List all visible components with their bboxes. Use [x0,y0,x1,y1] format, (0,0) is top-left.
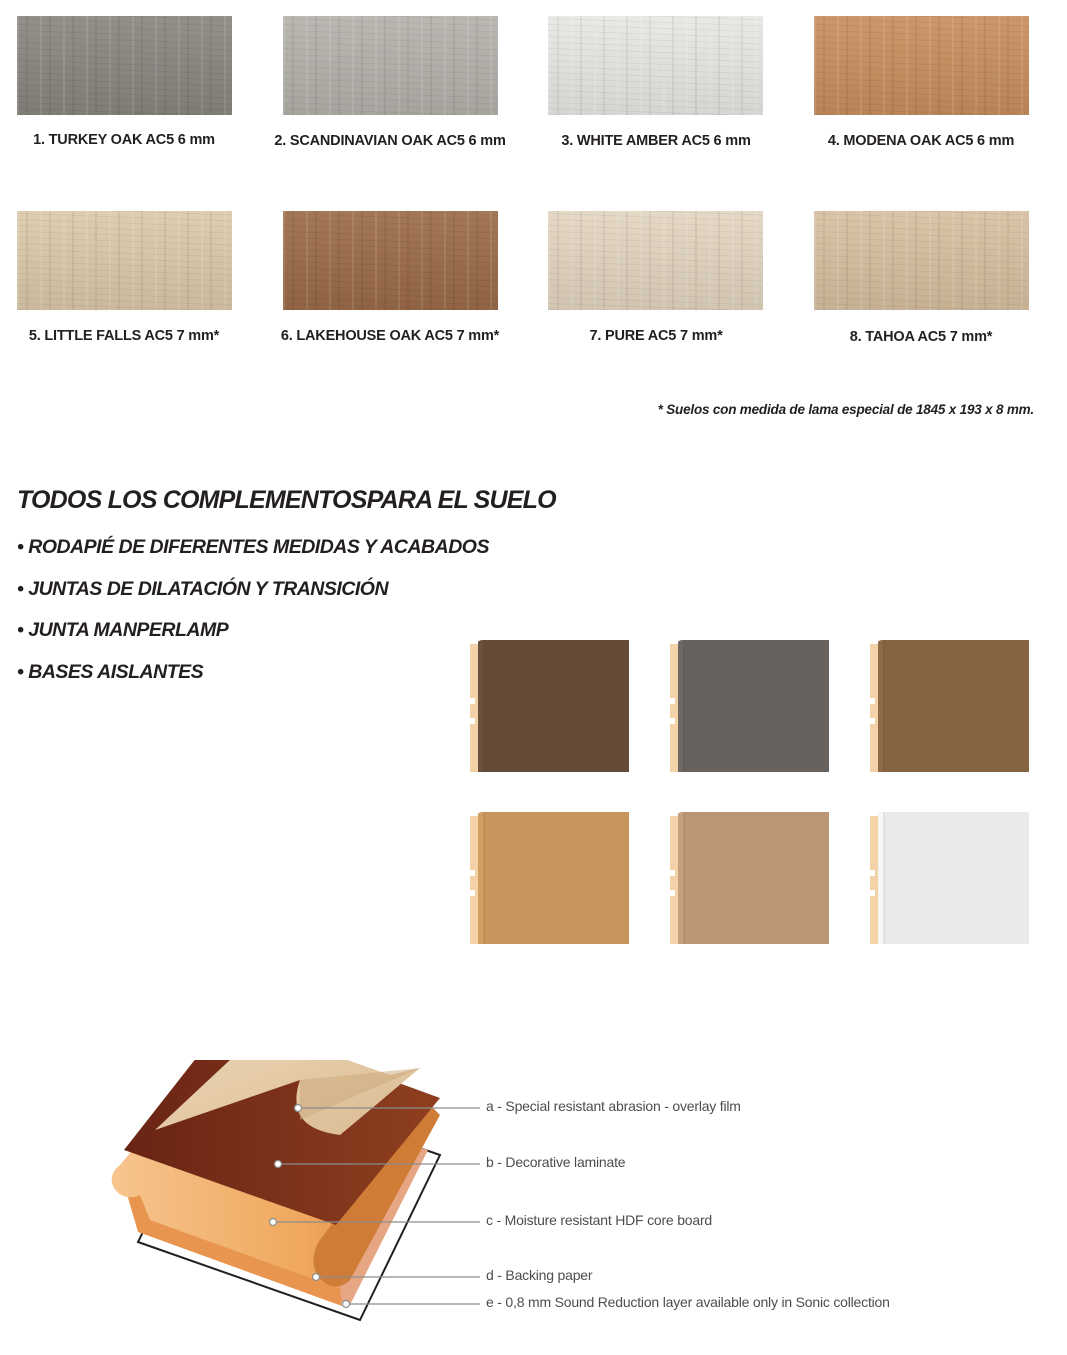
floor-label-little-falls: 5. LITTLE FALLS AC5 7 mm* [28,328,220,344]
laminate-layers-diagram [0,1060,500,1330]
floor-swatch-white-amber [548,16,763,115]
skirting-board [670,640,829,772]
layer-label-e: e - 0,8 mm Sound Reduction layer available only in Sonic collection [486,1294,890,1310]
accessories-item: • RODAPIÉ DE DIFERENTES MEDIDAS Y ACABADOS [17,536,489,558]
accessories-list [17,533,489,700]
floor-swatch-pure [548,211,763,310]
floor-swatch-tahoa [814,211,1029,310]
floor-swatch-scandinavian-oak [283,16,498,115]
accessories-item: • JUNTAS DE DILATACIÓN Y TRANSICIÓN [17,577,389,600]
floor-swatch-little-falls [17,211,232,310]
special-size-note: * Suelos con medida de lama especial de 1845 x 193 x 8 mm. [657,402,1034,417]
floor-swatch-modena-oak [814,16,1029,115]
layer-label-b: b - Decorative laminate [486,1154,626,1170]
skirting-board [870,640,1029,772]
floor-label-scandinavian-oak: 2. SCANDINAVIAN OAK AC5 6 mm [274,133,506,149]
floor-swatch-turkey-oak [17,16,232,115]
accessories-heading: TODOS LOS COMPLEMENTOSPARA EL SUELO [17,486,556,514]
floor-label-turkey-oak: 1. TURKEY OAK AC5 6 mm [33,132,215,148]
accessories-item: • BASES AISLANTES [17,661,204,684]
floor-label-white-amber: 3. WHITE AMBER AC5 6 mm [561,133,751,149]
skirting-board [870,812,1029,944]
skirting-board [470,640,629,772]
floor-label-tahoa: 8. TAHOA AC5 7 mm* [849,329,993,345]
accessories-item: • JUNTA MANPERLAMP [17,619,229,642]
layer-label-a: a - Special resistant abrasion - overlay film [486,1098,741,1114]
floor-label-pure: 7. PURE AC5 7 mm* [589,328,723,344]
layer-label-c: c - Moisture resistant HDF core board [486,1212,713,1228]
layer-label-d: d - Backing paper [486,1267,593,1283]
skirting-board [670,812,829,944]
floor-label-modena-oak: 4. MODENA OAK AC5 6 mm [827,133,1015,149]
floor-label-lakehouse-oak: 6. LAKEHOUSE OAK AC5 7 mm* [280,328,500,344]
skirting-board [470,812,629,944]
floor-swatch-lakehouse-oak [283,211,498,310]
